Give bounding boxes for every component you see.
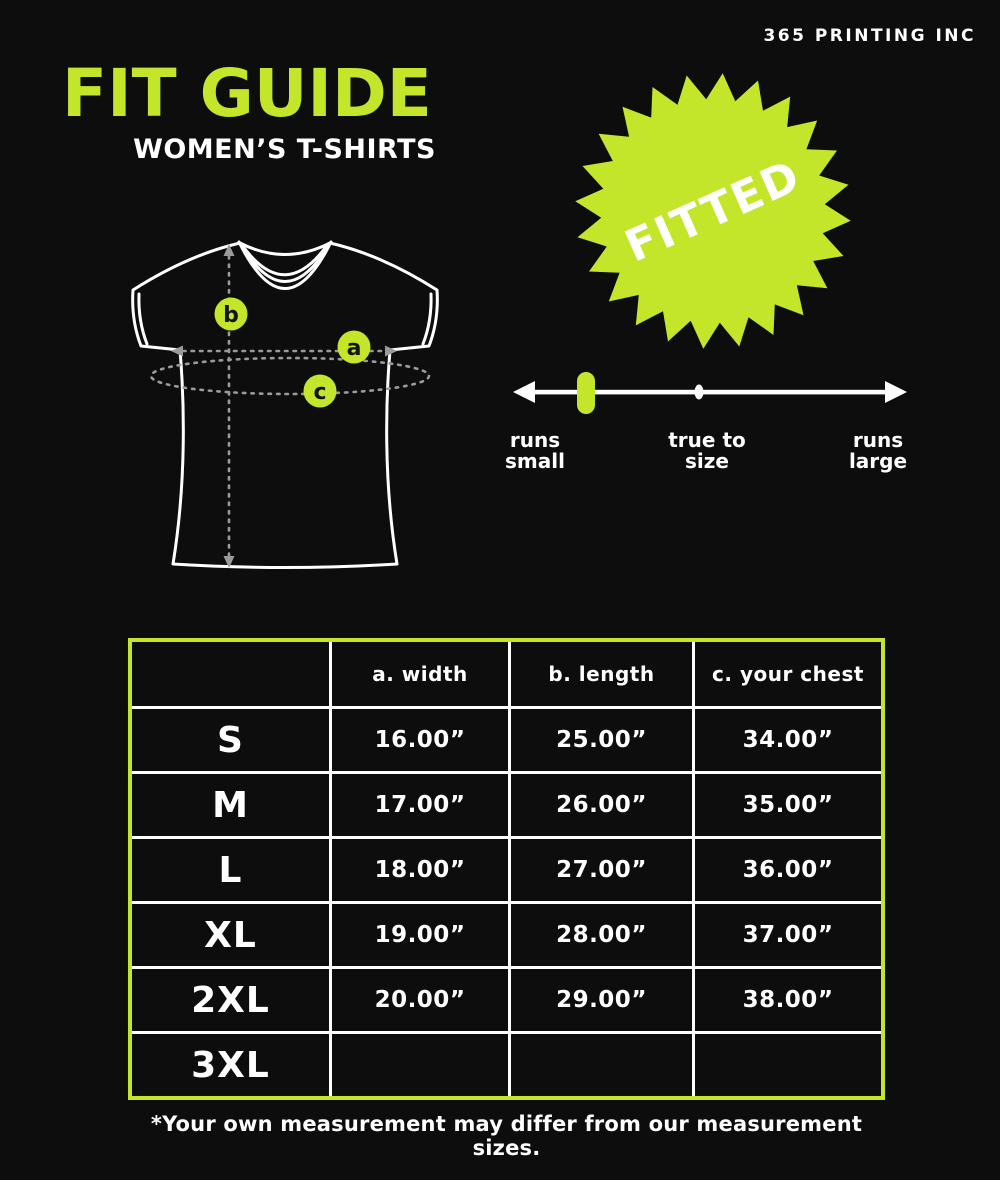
marker-b [215,298,248,331]
scale-label-line: size [685,449,729,473]
guide-arrowheads [171,244,397,568]
scale-label-line: large [848,449,908,473]
scale-label-runs-large [849,430,907,472]
title-block [62,56,436,165]
value-cell: 29.00” [511,969,692,1031]
scale-label-line: true to [668,428,746,452]
value-cell [695,1034,881,1096]
value-cell: 19.00” [332,904,508,966]
scale-label-line: small [505,449,565,473]
value-cell: 35.00” [695,774,881,836]
value-cell [332,1034,508,1096]
value-cell: 28.00” [511,904,692,966]
footnote: *Your own measurement may differ from our measurement sizes. [150,1112,863,1160]
value-cell: 20.00” [332,969,508,1031]
brand-text: 365 PRINTING INC [763,26,976,46]
page-subtitle: WOMEN’S T-SHIRTS [133,133,436,165]
scale-label-line: runs [509,428,561,452]
fit-scale [505,368,915,420]
scale-label-runs-small [505,430,565,472]
value-cell: 17.00” [332,774,508,836]
tshirt-outline-icon [133,242,438,568]
size-cell: S [132,709,329,771]
value-cell: 36.00” [695,839,881,901]
scale-arrow-right-icon [885,381,907,403]
size-cell: L [132,839,329,901]
value-cell: 26.00” [511,774,692,836]
fitted-badge [573,71,853,351]
marker-c-label: c [313,380,327,405]
value-cell: 25.00” [511,709,692,771]
marker-c [304,375,337,408]
value-cell: 34.00” [695,709,881,771]
marker-a [338,331,371,364]
size-cell: 2XL [132,969,329,1031]
scale-arrow-left-icon [513,381,535,403]
size-cell: M [132,774,329,836]
scale-labels [505,430,915,480]
scale-midpoint-dot [695,385,704,400]
page-title: FIT GUIDE [62,55,432,132]
value-cell: 27.00” [511,839,692,901]
marker-a-label: a [346,336,362,361]
value-cell [511,1034,692,1096]
value-cell: 38.00” [695,969,881,1031]
scale-label-line: runs [852,428,904,452]
marker-b-label: b [223,303,239,328]
fitted-badge-label: FITTED [617,150,809,273]
value-cell: 16.00” [332,709,508,771]
header-cell-empty [132,642,329,706]
scale-position-marker [577,372,595,414]
header-cell: a. width [332,642,508,706]
value-cell: 37.00” [695,904,881,966]
scale-label-true-to-size [668,430,746,472]
size-table [128,638,885,1100]
tshirt-diagram [118,228,468,578]
arrow-left-icon [171,346,183,357]
size-cell: 3XL [132,1034,329,1096]
size-cell: XL [132,904,329,966]
header-cell: c. your chest [695,642,881,706]
value-cell: 18.00” [332,839,508,901]
scale-arrow-line [513,381,907,403]
header-cell: b. length [511,642,692,706]
